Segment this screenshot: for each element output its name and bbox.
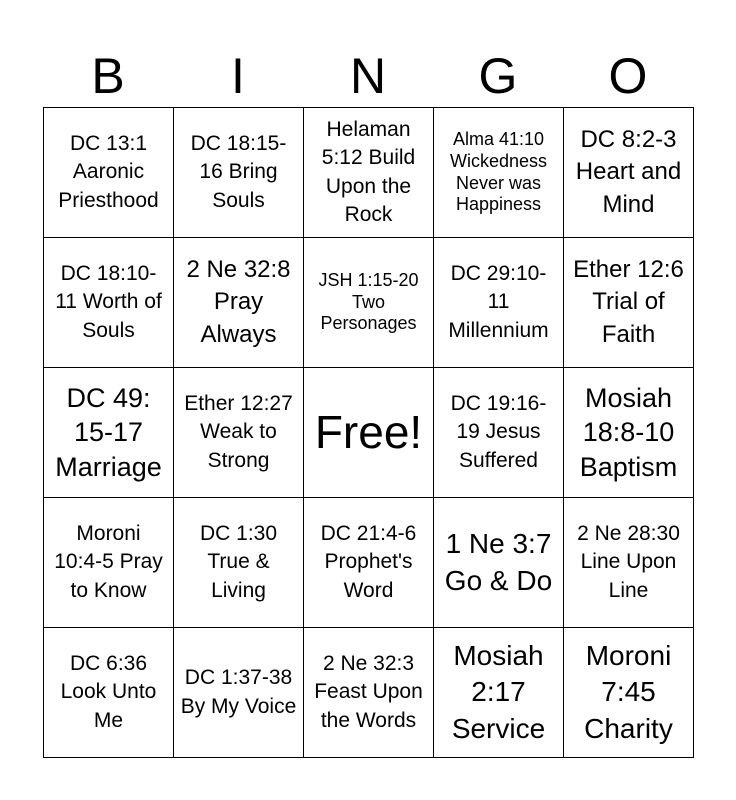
bingo-header [43, 44, 693, 108]
bingo-board [43, 107, 694, 758]
header-letter-i: I [231, 48, 245, 104]
bingo-cell[interactable]: DC 1:30 True & Living [174, 498, 304, 628]
bingo-cell[interactable]: DC 6:36 Look Unto Me [44, 628, 174, 758]
bingo-cell[interactable]: DC 18:10-11 Worth of Souls [44, 238, 174, 368]
bingo-cell[interactable]: Ether 12:6 Trial of Faith [564, 238, 694, 368]
bingo-cell[interactable]: Ether 12:27 Weak to Strong [174, 368, 304, 498]
bingo-cell[interactable]: DC 49: 15-17 Marriage [44, 368, 174, 498]
board-row [44, 108, 694, 238]
board-row [44, 368, 694, 498]
bingo-cell[interactable]: DC 13:1 Aaronic Priesthood [44, 108, 174, 238]
bingo-cell[interactable]: Helaman 5:12 Build Upon the Rock [304, 108, 434, 238]
bingo-cell[interactable]: Mosiah 2:17 Service [434, 628, 564, 758]
bingo-cell[interactable]: DC 21:4-6 Prophet's Word [304, 498, 434, 628]
bingo-cell[interactable]: DC 29:10-11 Millennium [434, 238, 564, 368]
board-row [44, 628, 694, 758]
header-letter-g: G [478, 48, 518, 104]
bingo-cell[interactable]: Alma 41:10 Wickedness Never was Happiness [434, 108, 564, 238]
header-letter-n: N [349, 48, 387, 104]
board-row [44, 238, 694, 368]
bingo-cell[interactable]: DC 18:15-16 Bring Souls [174, 108, 304, 238]
bingo-cell[interactable]: DC 8:2-3 Heart and Mind [564, 108, 694, 238]
board-row [44, 498, 694, 628]
bingo-cell[interactable]: Moroni 10:4-5 Pray to Know [44, 498, 174, 628]
free-space[interactable]: Free! [304, 368, 434, 498]
header-letter-b: B [91, 48, 125, 104]
bingo-cell[interactable]: Mosiah 18:8-10 Baptism [564, 368, 694, 498]
bingo-cell[interactable]: 1 Ne 3:7 Go & Do [434, 498, 564, 628]
bingo-cell[interactable]: 2 Ne 28:30 Line Upon Line [564, 498, 694, 628]
bingo-cell[interactable]: DC 1:37-38 By My Voice [174, 628, 304, 758]
bingo-cell[interactable]: Moroni 7:45 Charity [564, 628, 694, 758]
bingo-cell[interactable]: 2 Ne 32:8 Pray Always [174, 238, 304, 368]
bingo-cell[interactable]: DC 19:16-19 Jesus Suffered [434, 368, 564, 498]
header-letter-o: O [608, 48, 648, 104]
bingo-cell[interactable]: JSH 1:15-20 Two Personages [304, 238, 434, 368]
bingo-cell[interactable]: 2 Ne 32:3 Feast Upon the Words [304, 628, 434, 758]
